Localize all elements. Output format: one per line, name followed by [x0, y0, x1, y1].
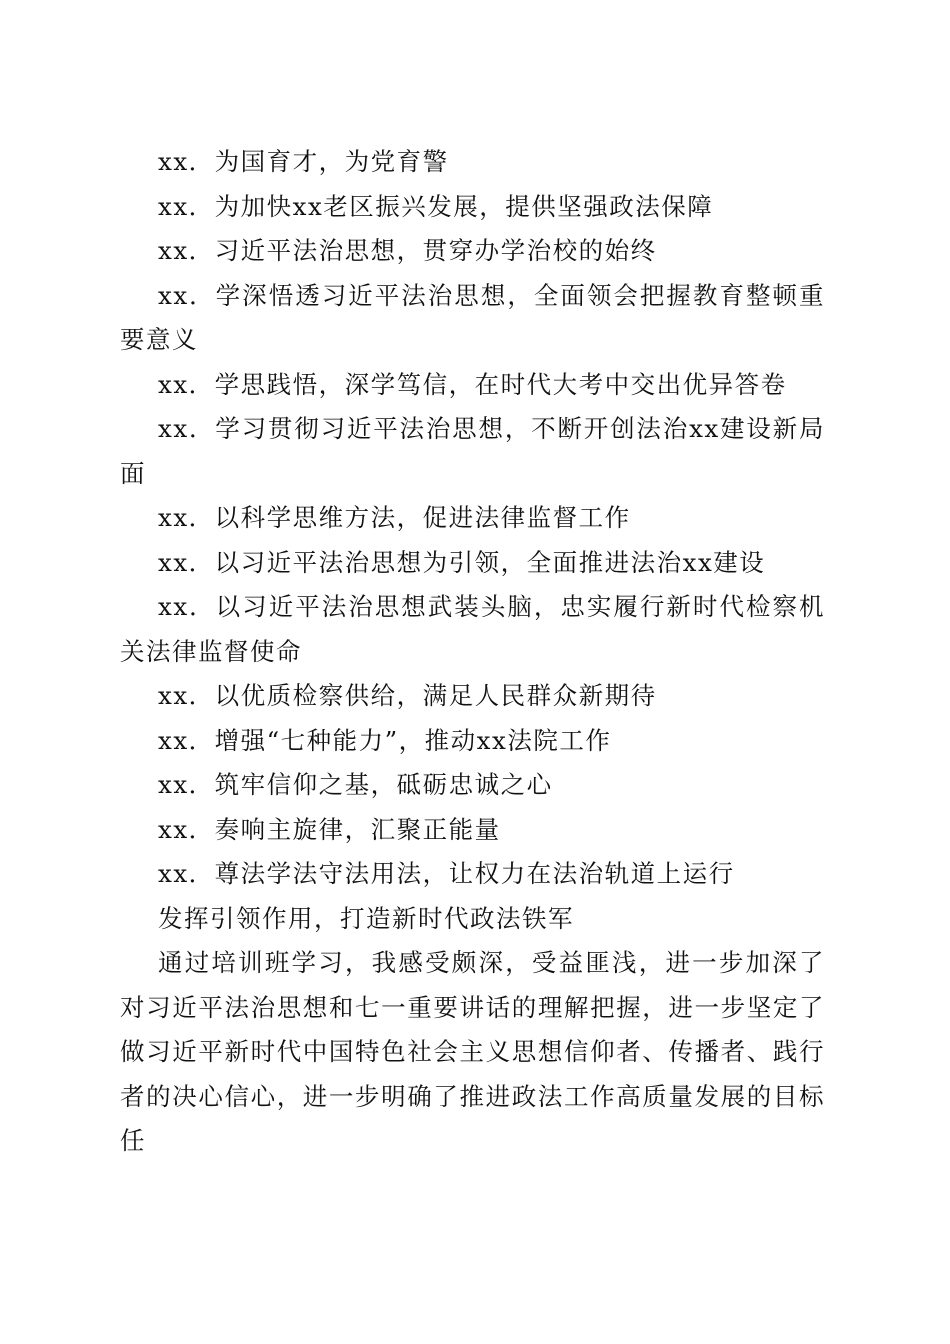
list-item: xx．尊法学法守法用法，让权力在法治轨道上运行 [158, 859, 735, 888]
document-body [120, 140, 825, 1164]
list-item: xx．为国育才，为党育警 [158, 147, 449, 176]
list-item: xx．学思践悟，深学笃信，在时代大考中交出优异答卷 [158, 369, 787, 399]
list-item: xx．以优质检察供给，满足人民群众新期待 [158, 681, 657, 710]
list-item: xx．学深悟透习近平法治思想，全面领会把握教育整顿重要意义 [120, 280, 825, 354]
list-item: xx．为加快xx老区振兴发展，提供坚强政法保障 [158, 191, 714, 221]
list-item: xx．习近平法治思想，贯穿办学治校的始终 [158, 236, 657, 265]
list-item: xx．增强“七种能力”，推动xx法院工作 [158, 725, 612, 755]
list-item: xx．奏响主旋律，汇聚正能量 [158, 814, 501, 844]
list-item: xx．学习贯彻习近平法治思想，不断开创法治xx建设新局面 [120, 414, 825, 488]
list-item: xx．筑牢信仰之基，砥砺忠诚之心 [158, 770, 553, 799]
list-item: xx．以习近平法治思想武装头脑，忠实履行新时代检察机关法律监督使命 [120, 592, 825, 666]
body-paragraph: 通过培训班学习，我感受颇深，受益匪浅，进一步加深了对习近平法治思想和七一重要讲话的理解把握，进一步坚定了做习近平新时代中国特色社会主义思想信仰者、传播者、践行者的决心信心，进一步明确了推进政法工作高质量发展的目标任 [120, 948, 825, 1155]
section-heading: 发挥引领作用，打造新时代政法铁军 [158, 903, 574, 933]
list-item: xx．以科学思维方法，促进法律监督工作 [158, 503, 631, 532]
list-item: xx．以习近平法治思想为引领，全面推进法治xx建设 [158, 547, 766, 577]
